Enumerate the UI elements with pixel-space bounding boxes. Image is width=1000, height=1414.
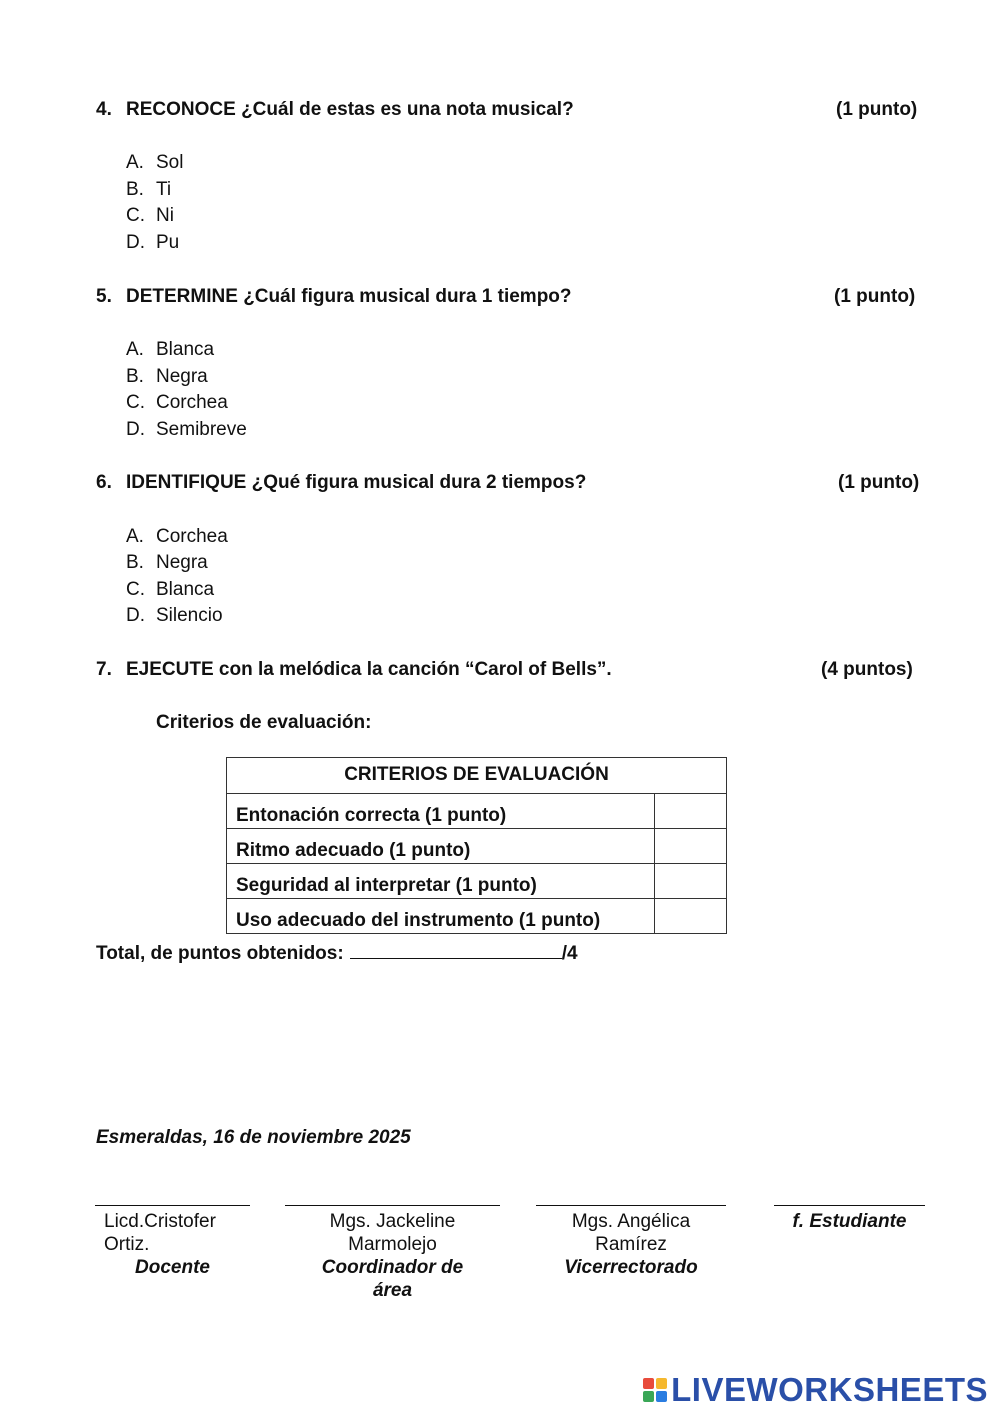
option-6d[interactable]: D. Silencio	[126, 605, 223, 626]
signature-coordinador: Mgs. Jackeline Marmolejo Coordinador de área	[285, 1205, 500, 1302]
question-6-points: (1 punto)	[838, 472, 920, 493]
total-label: Total, de puntos obtenidos:	[96, 943, 344, 964]
option-4a[interactable]: A. Sol	[126, 152, 184, 173]
liveworksheets-logo-icon	[643, 1378, 667, 1402]
signature-docente: Licd.Cristofer Ortiz. Docente	[95, 1205, 250, 1279]
option-6c[interactable]: C. Blanca	[126, 579, 215, 600]
criteria-score-cell[interactable]	[655, 864, 727, 899]
criteria-table-title: CRITERIOS DE EVALUACIÓN	[227, 758, 727, 794]
criteria-label: Ritmo adecuado (1 punto)	[227, 829, 655, 864]
criteria-label: Entonación correcta (1 punto)	[227, 794, 655, 829]
criteria-row	[227, 899, 727, 934]
question-5-points: (1 punto)	[834, 286, 916, 307]
option-5c[interactable]: C. Corchea	[126, 392, 228, 413]
signature-vicerrectorado: Mgs. Angélica Ramírez Vicerrectorado	[536, 1205, 726, 1279]
question-4: 4. RECONOCE ¿Cuál de estas es una nota musical?	[96, 99, 574, 120]
criteria-score-cell[interactable]	[655, 829, 727, 864]
logo-tile	[656, 1391, 667, 1402]
question-5: 5. DETERMINE ¿Cuál figura musical dura 1 tiempo?	[96, 286, 572, 307]
signature-role: Coordinador de área	[321, 1257, 464, 1301]
criteria-table	[226, 757, 727, 934]
question-4-points: (1 punto)	[836, 99, 918, 120]
option-5d[interactable]: D. Semibreve	[126, 419, 247, 440]
signature-role: f. Estudiante	[792, 1211, 907, 1232]
option-4c[interactable]: C. Ni	[126, 205, 174, 226]
brand-name: LIVEWORKSHEETS	[671, 1371, 988, 1408]
liveworksheets-logo[interactable]	[643, 1371, 988, 1408]
total-points	[96, 940, 578, 965]
criteria-label: Uso adecuado del instrumento (1 punto)	[227, 899, 655, 934]
criteria-heading: Criterios de evaluación:	[156, 712, 372, 733]
logo-tile	[643, 1378, 654, 1389]
logo-tile	[656, 1378, 667, 1389]
criteria-row	[227, 829, 727, 864]
signature-estudiante	[774, 1205, 925, 1233]
option-4d[interactable]: D. Pu	[126, 232, 180, 253]
criteria-score-cell[interactable]	[655, 899, 727, 934]
total-input-line[interactable]	[350, 940, 562, 959]
place-date: Esmeraldas, 16 de noviembre 2025	[96, 1127, 411, 1148]
criteria-row	[227, 864, 727, 899]
criteria-label: Seguridad al interpretar (1 punto)	[227, 864, 655, 899]
question-6: 6. IDENTIFIQUE ¿Qué figura musical dura 2 tiempos?	[96, 472, 587, 493]
option-5b[interactable]: B. Negra	[126, 366, 208, 387]
total-max: /4	[561, 943, 578, 964]
logo-tile	[643, 1391, 654, 1402]
option-6a[interactable]: A. Corchea	[126, 526, 228, 547]
question-7-points: (4 puntos)	[821, 659, 913, 680]
signature-role: Vicerrectorado	[564, 1257, 698, 1278]
option-5a[interactable]: A. Blanca	[126, 339, 215, 360]
signature-line	[536, 1205, 726, 1206]
option-4b[interactable]: B. Ti	[126, 179, 172, 200]
option-6b[interactable]: B. Negra	[126, 552, 208, 573]
signature-line	[95, 1205, 250, 1206]
signature-role: Docente	[135, 1257, 210, 1278]
question-7: 7. EJECUTE con la melódica la canción “Carol of Bells”.	[96, 659, 612, 680]
criteria-row	[227, 794, 727, 829]
signature-line	[285, 1205, 500, 1206]
signature-line	[774, 1205, 925, 1206]
criteria-score-cell[interactable]	[655, 794, 727, 829]
